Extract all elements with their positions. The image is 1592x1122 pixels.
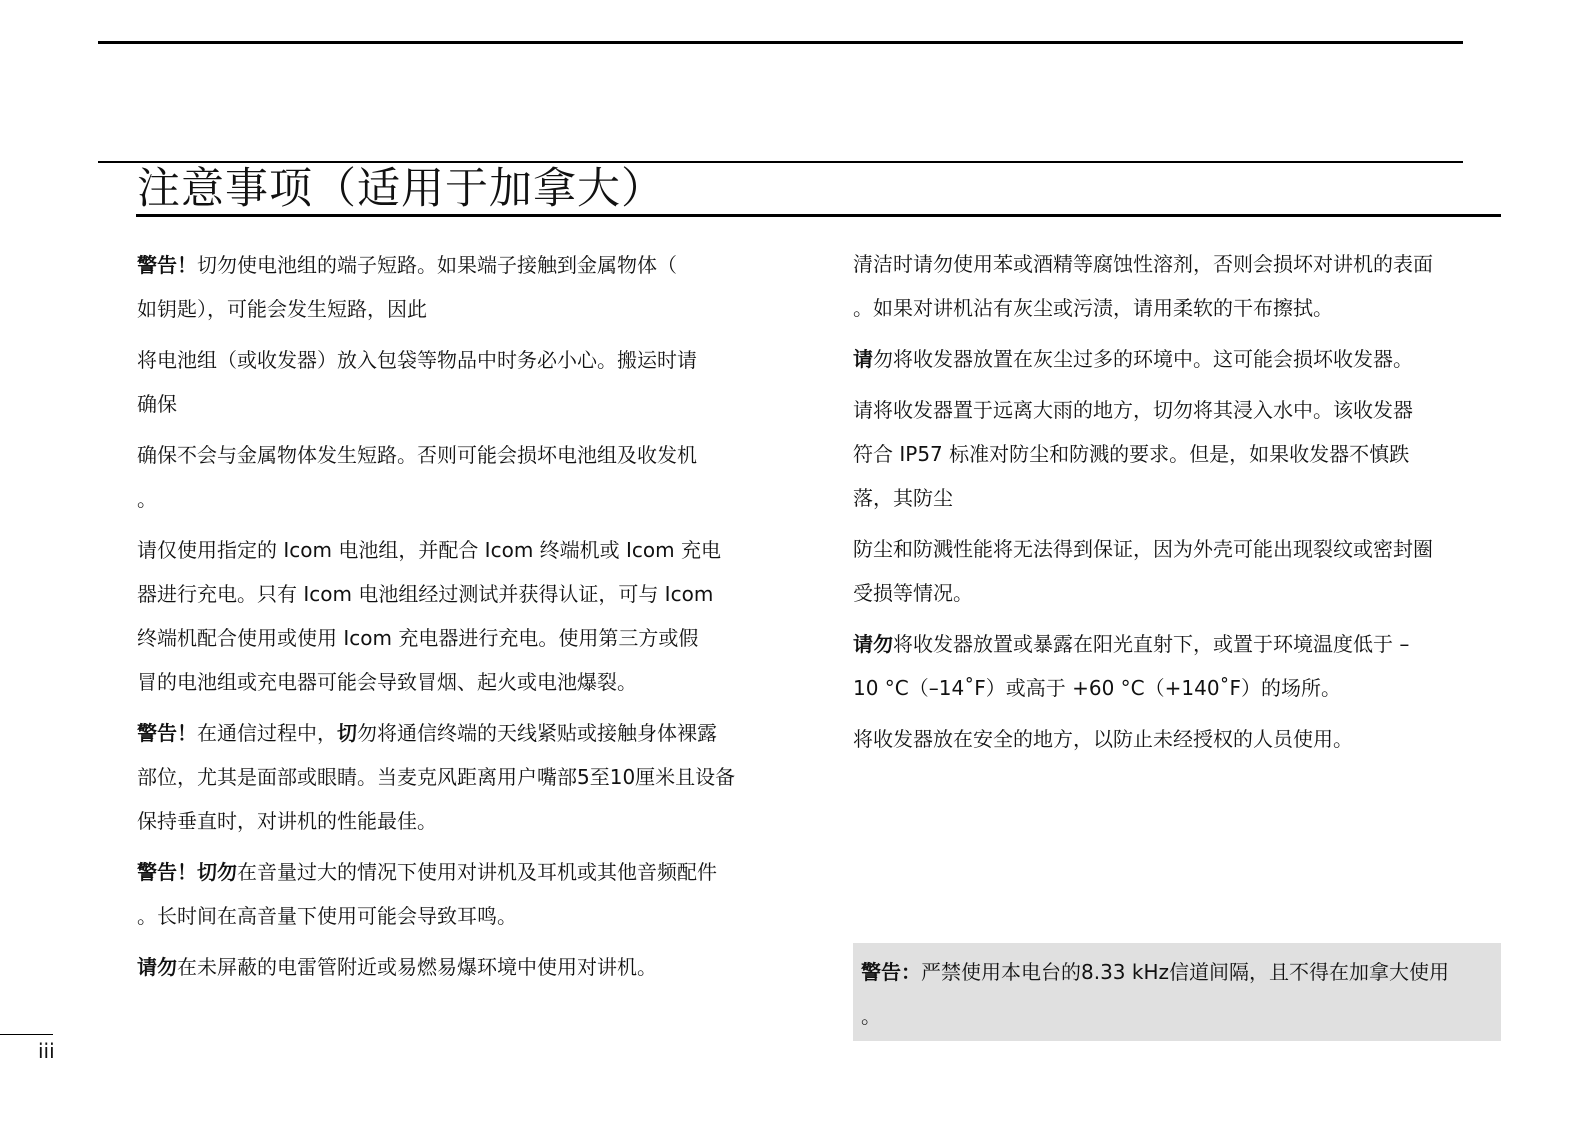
text-line	[137, 850, 797, 894]
text-line	[137, 287, 797, 331]
text-line	[137, 572, 797, 616]
title-bottom-rule	[136, 214, 1501, 217]
line-text: 冒的电池组或充电器可能会导致冒烟、起火或电池爆裂。	[137, 670, 637, 694]
text-line	[853, 476, 1493, 520]
line-text: 。如果对讲机沾有灰尘或污渍，请用柔软的干布擦拭。	[853, 296, 1333, 320]
paragraph	[853, 242, 1493, 330]
line-text: 符合 IP57 标准对防尘和防溅的要求。但是，如果收发器不慎跌	[853, 442, 1410, 466]
text-line	[137, 243, 797, 287]
line-text: 在未屏蔽的电雷管附近或易燃易爆环境中使用对讲机。	[177, 955, 657, 979]
line-text: 。	[861, 1004, 881, 1028]
text-line	[137, 616, 797, 660]
bold-lead: 请勿	[853, 632, 893, 656]
text-line	[853, 432, 1493, 476]
paragraph	[853, 388, 1493, 520]
bold-lead: 警告！	[137, 253, 197, 277]
line-text: 落，其防尘	[853, 486, 953, 510]
text-line	[853, 622, 1493, 666]
page-number: iii	[38, 1039, 55, 1063]
text-line	[853, 527, 1493, 571]
line-text: 将收发器放置或暴露在阳光直射下，或置于环境温度低于 –	[893, 632, 1410, 656]
paragraph	[853, 622, 1493, 710]
line-text: 。	[137, 487, 157, 511]
text-line	[137, 755, 797, 799]
text-line	[853, 388, 1493, 432]
paragraph	[137, 243, 797, 331]
line-text: 如钥匙），可能会发生短路，因此	[137, 297, 427, 321]
line-text: 切勿使电池组的端子短路。如果端子接触到金属物体（	[197, 253, 677, 277]
line-text: 保持垂直时，对讲机的性能最佳。	[137, 809, 437, 833]
canada-warning-box	[853, 943, 1501, 1041]
text-line	[853, 242, 1493, 286]
text-line	[137, 799, 797, 843]
line-text: 严禁使用本电台的8.33 kHz信道间隔，且不得在加拿大使用	[921, 960, 1450, 984]
line-text: 请仅使用指定的 Icom 电池组，并配合 Icom 终端机或 Icom 充电	[137, 538, 721, 562]
line-text: 终端机配合使用或使用 Icom 充电器进行充电。使用第三方或假	[137, 626, 699, 650]
line-text: 10 °C（–14˚F）或高于 +60 °C（+140˚F）的场所。	[853, 676, 1342, 700]
line-text: 请将收发器置于远离大雨的地方，切勿将其浸入水中。该收发器	[853, 398, 1413, 422]
paragraph	[137, 945, 797, 989]
line-text: 将电池组（或收发器）放入包袋等物品中时务必小心。搬运时请	[137, 348, 697, 372]
line-text: 将收发器放在安全的地方，以防止未经授权的人员使用。	[853, 727, 1353, 751]
line-text: 确保不会与金属物体发生短路。否则可能会损坏电池组及收发机	[137, 443, 697, 467]
paragraph	[853, 527, 1493, 615]
header-rule	[98, 41, 1463, 44]
bold-lead: 切	[337, 721, 357, 745]
line-text: 。长时间在高音量下使用可能会导致耳鸣。	[137, 904, 517, 928]
text-line	[137, 660, 797, 704]
paragraph	[137, 338, 797, 426]
bold-lead: 请	[853, 347, 873, 371]
line-text: 勿将通信终端的天线紧贴或接触身体裸露	[357, 721, 717, 745]
bold-lead: 警告：	[861, 960, 921, 984]
text-line	[137, 477, 797, 521]
text-line	[137, 433, 797, 477]
paragraph	[137, 528, 797, 704]
paragraph	[853, 337, 1493, 381]
text-line	[137, 528, 797, 572]
line-text: 勿将收发器放置在灰尘过多的环境中。这可能会损坏收发器。	[873, 347, 1413, 371]
page-number-rule	[0, 1034, 53, 1035]
line-text: 器进行充电。只有 Icom 电池组经过测试并获得认证，可与 Icom	[137, 582, 714, 606]
text-line	[853, 337, 1493, 381]
bold-lead: 请勿	[137, 955, 177, 979]
line-text: 部位，尤其是面部或眼睛。当麦克风距离用户嘴部5至10厘米且设备	[137, 765, 736, 789]
line-text: 受损等情况。	[853, 581, 973, 605]
text-line	[137, 945, 797, 989]
text-line	[853, 571, 1493, 615]
left-column	[137, 243, 797, 996]
text-line	[861, 950, 1449, 994]
paragraph	[137, 850, 797, 938]
bold-lead: 警告！切勿	[137, 860, 237, 884]
line-text: 确保	[137, 392, 177, 416]
text-line	[137, 338, 797, 382]
line-text: 防尘和防溅性能将无法得到保证，因为外壳可能出现裂纹或密封圈	[853, 537, 1433, 561]
line-text: 在音量过大的情况下使用对讲机及耳机或其他音频配件	[237, 860, 717, 884]
right-column	[853, 242, 1493, 768]
text-line	[853, 286, 1493, 330]
line-text: 在通信过程中，	[197, 721, 337, 745]
bold-lead: 警告！	[137, 721, 197, 745]
text-line	[853, 666, 1493, 710]
paragraph	[853, 717, 1493, 761]
page-title: 注意事项（适用于加拿大）	[137, 164, 665, 214]
line-text: 清洁时请勿使用苯或酒精等腐蚀性溶剂，否则会损坏对讲机的表面	[853, 252, 1433, 276]
text-line	[137, 382, 797, 426]
paragraph	[137, 711, 797, 843]
paragraph	[137, 433, 797, 521]
text-line	[861, 994, 881, 1038]
text-line	[137, 711, 797, 755]
text-line	[853, 717, 1493, 761]
text-line	[137, 894, 797, 938]
